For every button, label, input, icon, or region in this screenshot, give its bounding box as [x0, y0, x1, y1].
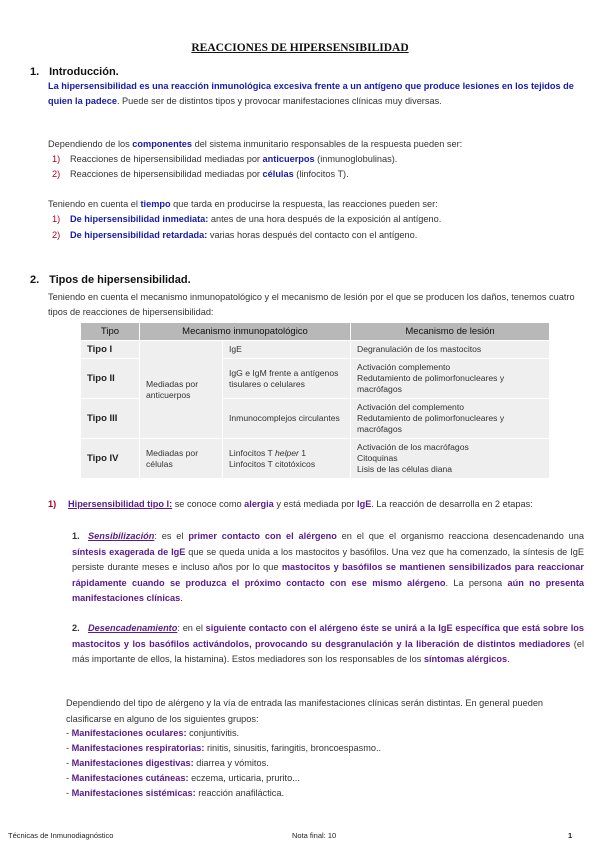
text: Reacciones de hipersensibilidad mediadas por [70, 154, 263, 164]
keyword: siguiente contacto con el alérgeno éste se unirá a la IgE específica que está sobre los mastocitos y los basófilos activándolos, provocando su desgranulación y la liberación de distintos mediadores [72, 623, 584, 649]
list-item [52, 167, 349, 182]
cell-line: Redutamiento de polimorfonucleares y macrófagos [357, 373, 505, 394]
intro-definition-rest: . Puede ser de distintos tipos y provocar manifestaciones clínicas muy diversas. [116, 96, 442, 106]
cell-line: Linfocitos T citotóxicos [229, 458, 316, 469]
text: Teniendo en cuenta el [48, 199, 141, 209]
table-cell: Mediadas por células [140, 439, 223, 479]
list-number: 1) [48, 499, 57, 509]
cell-line: Redutamiento de polimorfonucleares y macrófagos [357, 413, 505, 434]
table-header-row [81, 323, 550, 341]
intro-definition: La hipersensibilidad es una reacción inmunológica excesiva frente a un antígeno que produce lesiones en los tejidos de quien la padece [48, 81, 574, 106]
text: (inmunoglobulinas). [314, 154, 398, 164]
keyword: De hipersensibilidad inmediata: [70, 214, 209, 224]
keyword: Manifestaciones oculares: [71, 728, 187, 738]
tiempo-paragraph [48, 197, 583, 212]
tipo1-intro [48, 497, 588, 513]
desencadenamiento-item [72, 621, 584, 668]
table-cell [351, 439, 550, 479]
table-row [81, 341, 550, 359]
table-cell [351, 399, 550, 439]
text: eczema, urticaria, prurito... [188, 773, 300, 783]
text: conjuntivitis. [186, 728, 240, 738]
keyword: Manifestaciones digestivas: [71, 758, 194, 768]
list-number: 1) [52, 214, 61, 224]
table-cell [351, 359, 550, 399]
text: diarrea y vómitos. [193, 758, 269, 768]
table-cell: Inmunocomplejos circulantes [223, 399, 351, 439]
keyword: De hipersensibilidad retardada: [70, 230, 208, 240]
hypersensitivity-table [80, 322, 550, 479]
table-cell: Tipo I [81, 341, 140, 359]
text: 1 [298, 447, 307, 458]
bullet: - [66, 743, 72, 753]
section-heading-introduccion [30, 66, 119, 78]
text: antes de una hora después de la exposición al antígeno. [208, 214, 442, 224]
keyword: síntomas alérgicos [423, 654, 508, 664]
cell-line [229, 448, 344, 459]
text: que tarda en producirse la respuesta, las reacciones pueden ser: [170, 199, 438, 209]
cell-line: Citoquinas [357, 453, 398, 463]
text: . La reacción de desarrolla en 2 etapas: [371, 499, 533, 509]
keyword: primer contacto con el alérgeno [188, 531, 337, 541]
section-title: Tipos de hipersensibilidad. [49, 274, 191, 286]
table-cell: Tipo III [81, 399, 140, 439]
keyword: síntesis exagerada de IgE [72, 546, 186, 557]
tipo1-title: Hipersensibilidad tipo I: [68, 499, 173, 509]
componentes-paragraph [48, 137, 583, 152]
list-item [66, 786, 600, 802]
manifestaciones-paragraph: Dependiendo del tipo de alérgeno y la vía de entrada las manifestaciones clínicas serán distintas. En general pueden clasificarse en alguno de los siguientes grupos: [66, 698, 544, 724]
text: que se queda unida a los mastocitos y basófilos. Una vez que ha comenzado, la síntesis de IgE persiste durante meses e incluso años por lo que [72, 546, 584, 572]
page-number: 1 [568, 831, 573, 840]
bullet: - [66, 788, 72, 798]
keyword: aún no presenta manifestaciones clínicas [72, 577, 584, 603]
section-heading-tipos [30, 274, 191, 286]
text: . La persona [445, 577, 508, 588]
table-cell: Degranulación de los mastocitos [351, 341, 550, 359]
text: reacción anafiláctica. [195, 788, 285, 798]
bullet: - [66, 758, 72, 768]
text: (el más importante de ellos, la histamina). Estos mediadores son los responsables de los [72, 638, 585, 664]
column-header: Mecanismo inmunopatológico [140, 323, 351, 341]
list-item [52, 228, 417, 243]
table-cell: Mediadas por anticuerpos [140, 341, 223, 439]
table-cell [223, 439, 351, 479]
text: Dependiendo de los [48, 139, 133, 149]
text: : es el [154, 531, 189, 541]
list-item [66, 726, 600, 742]
text: y está mediada por [273, 499, 358, 509]
list-item [66, 756, 600, 772]
bullet: - [66, 773, 72, 783]
keyword: células [262, 169, 294, 179]
keyword-componentes: componentes [132, 139, 193, 149]
bullet: - [66, 728, 72, 738]
text: varias horas después del contacto con el antígeno. [207, 230, 418, 240]
sensibilizacion-item [72, 529, 584, 607]
keyword: IgE [357, 499, 372, 509]
tipos-paragraph: Teniendo en cuenta el mecanismo inmunopatológico y el mecanismo de lesión por el que se producen los daños, tenemos cuatro tipos de reacciones de hipersensibilidad: [48, 292, 575, 317]
keyword: anticuerpos [262, 154, 315, 164]
cell-line: Lisis de las células diana [357, 464, 453, 474]
document-title: REACCIONES DE HIPERSENSIBILIDAD [191, 42, 409, 54]
keyword: Manifestaciones sistémicas: [71, 788, 196, 798]
list-number: 1. [72, 531, 80, 541]
cell-line: Activación de los macrófagos [357, 442, 469, 452]
section-number: 2. [30, 274, 40, 286]
table-cell: Tipo IV [81, 439, 140, 479]
footer-grade: Nota final: 10 [292, 831, 337, 840]
list-item [66, 741, 600, 757]
keyword: Manifestaciones cutáneas: [71, 773, 189, 783]
text: : en el [177, 623, 206, 633]
column-header: Mecanismo de lesión [351, 323, 550, 341]
keyword: Sensibilización [88, 531, 155, 541]
text: se conoce como [172, 499, 245, 509]
list-number: 1) [52, 154, 61, 164]
text: . [507, 654, 510, 664]
list-item [52, 212, 441, 227]
list-item [52, 152, 397, 167]
keyword: alergia [244, 499, 274, 509]
section-number: 1. [30, 66, 40, 78]
keyword-tiempo: tiempo [140, 199, 171, 209]
table-cell: Tipo II [81, 359, 140, 399]
keyword: mastocitos y basófilos se mantienen sensibilizados para reaccionar rápidamente cuando se produzca el próximo contacto con ese mismo alérgeno [72, 562, 584, 588]
cell-line: Activación complemento [357, 362, 451, 372]
list-number: 2. [72, 623, 80, 633]
keyword: Desencadenamiento [88, 623, 178, 633]
column-header: Tipo [81, 323, 140, 341]
footer-course: Técnicas de Inmunodiagnóstico [8, 831, 114, 840]
table-row [81, 439, 550, 479]
text: Reacciones de hipersensibilidad mediadas por [70, 169, 263, 179]
text: Linfocitos T [229, 447, 276, 458]
table-cell: IgE [223, 341, 351, 359]
list-item [66, 771, 600, 787]
cell-line: Activación del complemento [357, 402, 464, 412]
list-number: 2) [52, 169, 61, 179]
list-number: 2) [52, 230, 61, 240]
text: rinitis, sinusitis, faringitis, broncoespasmo.. [204, 743, 382, 753]
text: . [180, 593, 183, 603]
text: del sistema inmunitario responsables de la respuesta pueden ser: [192, 139, 463, 149]
keyword: Manifestaciones respiratorias: [71, 743, 205, 753]
text: (linfocitos T). [293, 169, 349, 179]
table-cell: IgG e IgM frente a antígenos tisulares o celulares [223, 359, 351, 399]
text: en el que el organismo reacciona desencadenando una [336, 531, 584, 541]
text-italic: helper [275, 447, 299, 458]
section-title: Introducción. [49, 66, 119, 78]
intro-paragraph [48, 79, 583, 109]
